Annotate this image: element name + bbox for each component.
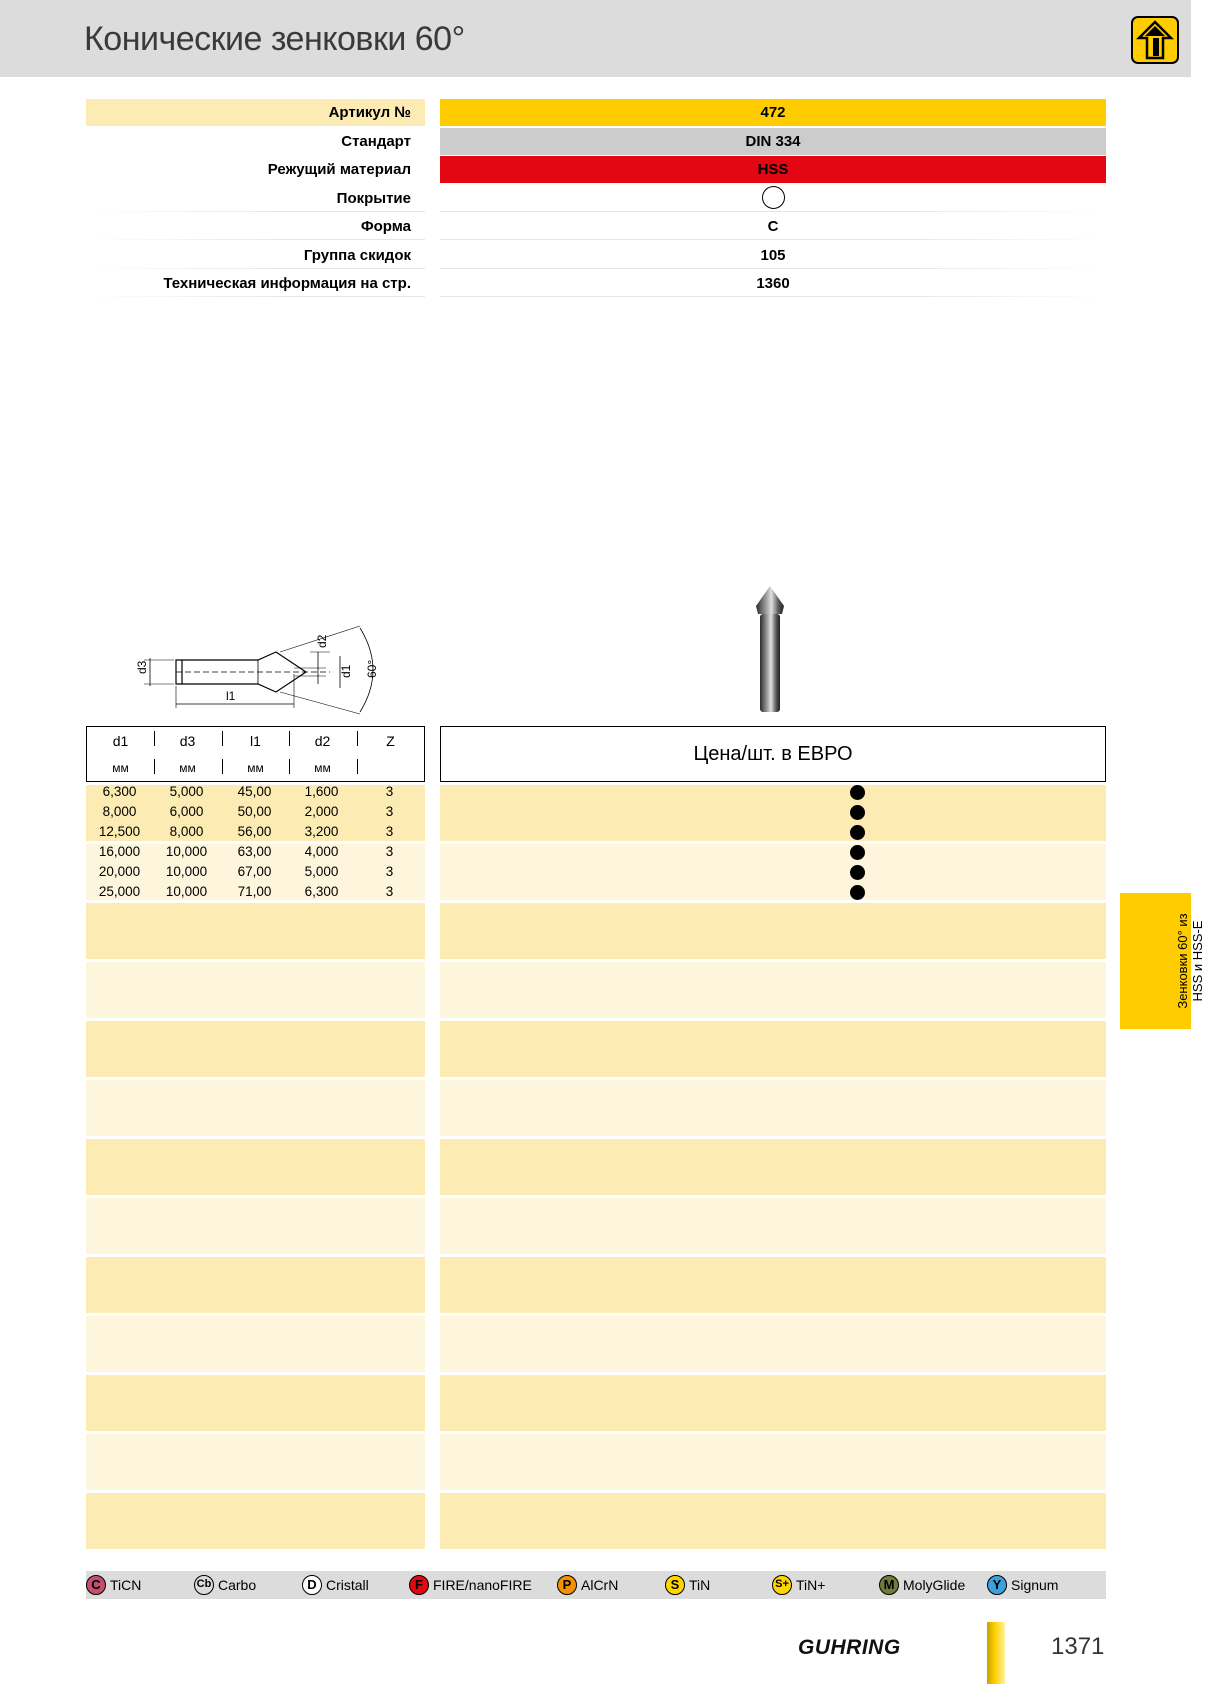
legend-label: TiN <box>689 1577 711 1593</box>
cell-d1: 16,000 <box>98 844 141 859</box>
cell-d1: 8,000 <box>102 804 137 819</box>
cell-d1: 6,300 <box>102 784 137 799</box>
coating-badge-icon: D <box>302 1575 322 1595</box>
filled-dot-icon <box>850 805 865 820</box>
column-header: d1 <box>112 733 129 749</box>
filled-dot-icon <box>850 885 865 900</box>
countersink-icon <box>1131 16 1179 64</box>
page-header <box>0 0 1191 77</box>
legend-item <box>194 1571 256 1599</box>
coating-badge-icon: Y <box>987 1575 1007 1595</box>
coating-badge-icon: Cb <box>194 1575 214 1595</box>
cell-z: 3 <box>385 844 394 859</box>
cell-l1: 71,00 <box>237 884 272 899</box>
unit-label: мм <box>112 761 129 775</box>
legend-item <box>665 1571 710 1599</box>
section-tab[interactable] <box>1120 893 1205 1029</box>
cell-z: 3 <box>385 884 394 899</box>
cell-d3: 6,000 <box>169 804 204 819</box>
cell-d2: 3,200 <box>304 824 339 839</box>
info-label: Покрытие <box>86 185 425 212</box>
info-label: Форма <box>86 213 425 240</box>
section-tab-label <box>1175 893 1205 1029</box>
info-row-form <box>86 213 1106 242</box>
column-header: d2 <box>314 733 331 749</box>
cell-z: 3 <box>385 804 394 819</box>
cell-l1: 67,00 <box>237 864 272 879</box>
column-header: Z <box>386 733 395 749</box>
info-label: Техническая информация на стр. <box>86 270 425 297</box>
info-label: Артикул № <box>86 99 425 126</box>
legend-label: Carbo <box>218 1577 257 1593</box>
coating-badge-icon: S <box>665 1575 685 1595</box>
legend-label: TiCN <box>110 1577 142 1593</box>
info-label: Группа скидок <box>86 242 425 269</box>
unit-label: мм <box>314 761 331 775</box>
column-header: d3 <box>179 733 196 749</box>
cell-l1: 45,00 <box>237 784 272 799</box>
unit-label: мм <box>179 761 196 775</box>
table-row <box>86 842 1106 862</box>
page-title: Конические зенковки 60° <box>84 20 465 58</box>
section-tab-line: HSS и HSS-E <box>1190 920 1205 1002</box>
info-value <box>440 185 1106 212</box>
filled-dot-icon <box>850 865 865 880</box>
empty-circle-icon <box>762 186 785 209</box>
cell-d3: 10,000 <box>165 864 208 879</box>
coating-badge-icon: S+ <box>772 1575 792 1595</box>
info-label: Стандарт <box>341 132 411 150</box>
cell-d1: 20,000 <box>98 864 141 879</box>
info-value: 472 <box>440 99 1106 126</box>
info-row-coating <box>86 185 1106 214</box>
info-value: 105 <box>440 242 1106 269</box>
cell-d2: 2,000 <box>304 804 339 819</box>
legend-item <box>987 1571 1058 1599</box>
cell-d3: 10,000 <box>165 884 208 899</box>
info-value: HSS <box>440 156 1106 183</box>
cell-d1: 12,500 <box>98 824 141 839</box>
legend-item <box>772 1571 825 1599</box>
info-row-discount-group <box>86 242 1106 271</box>
info-row-standard <box>86 128 1106 157</box>
cell-d2: 4,000 <box>304 844 339 859</box>
cell-l1: 56,00 <box>237 824 272 839</box>
info-value: C <box>440 213 1106 240</box>
cell-l1: 63,00 <box>237 844 272 859</box>
filled-dot-icon <box>850 825 865 840</box>
d2-label: d2 <box>315 634 329 648</box>
product-photo <box>752 584 788 716</box>
info-value: 1360 <box>440 270 1106 297</box>
info-row-material <box>86 156 1106 185</box>
angle-label: 60° <box>365 659 379 678</box>
table-row <box>86 862 1106 882</box>
coating-badge-icon: F <box>409 1575 429 1595</box>
legend-label: TiN+ <box>796 1577 826 1593</box>
cell-d3: 5,000 <box>169 784 204 799</box>
section-tab-line: Зенковки 60° из <box>1175 913 1190 1009</box>
cell-d2: 6,300 <box>304 884 339 899</box>
article-info <box>86 99 1106 299</box>
d1-label: d1 <box>339 664 353 678</box>
l1-label: l1 <box>226 689 236 703</box>
cell-d3: 10,000 <box>165 844 208 859</box>
legend-item <box>879 1571 965 1599</box>
cell-d3: 8,000 <box>169 824 204 839</box>
table-row <box>86 882 1106 902</box>
info-row-tech-info <box>86 270 1106 299</box>
legend-item <box>302 1571 369 1599</box>
legend-label: Cristall <box>326 1577 369 1593</box>
cell-d2: 1,600 <box>304 784 339 799</box>
cell-d2: 5,000 <box>304 864 339 879</box>
cell-z: 3 <box>385 784 394 799</box>
coating-badge-icon: M <box>879 1575 899 1595</box>
cell-z: 3 <box>385 864 394 879</box>
technical-drawing <box>130 622 400 717</box>
legend-item <box>557 1571 618 1599</box>
price-header: Цена/шт. в ЕВРО <box>440 726 1106 782</box>
column-header: l1 <box>250 733 261 749</box>
filled-dot-icon <box>850 785 865 800</box>
dimension-table-header <box>86 726 425 782</box>
legend-label: MolyGlide <box>903 1577 966 1593</box>
info-label: Режущий материал <box>267 161 411 178</box>
table-row <box>86 782 1106 802</box>
legend-item <box>86 1571 141 1599</box>
coating-badge-icon: P <box>557 1575 577 1595</box>
info-value: DIN 334 <box>440 128 1106 155</box>
legend-item <box>409 1571 532 1599</box>
page-number: 1371 <box>1051 1633 1105 1660</box>
table-row <box>86 822 1106 842</box>
cell-l1: 50,00 <box>237 804 272 819</box>
coating-badge-icon: C <box>86 1575 106 1595</box>
legend-label: Signum <box>1011 1577 1059 1593</box>
cell-z: 3 <box>385 824 394 839</box>
footer-accent-bar <box>987 1622 1005 1684</box>
legend-label: FIRE/nanoFIRE <box>433 1577 532 1593</box>
table-row <box>86 802 1106 822</box>
brand-logo: GUHRING <box>798 1636 901 1659</box>
info-row-article <box>86 99 1106 128</box>
cell-d1: 25,000 <box>98 884 141 899</box>
legend-label: AlCrN <box>581 1577 619 1593</box>
filled-dot-icon <box>850 845 865 860</box>
d3-label: d3 <box>135 660 149 674</box>
coating-legend <box>86 1571 1106 1599</box>
unit-label: мм <box>247 761 264 775</box>
